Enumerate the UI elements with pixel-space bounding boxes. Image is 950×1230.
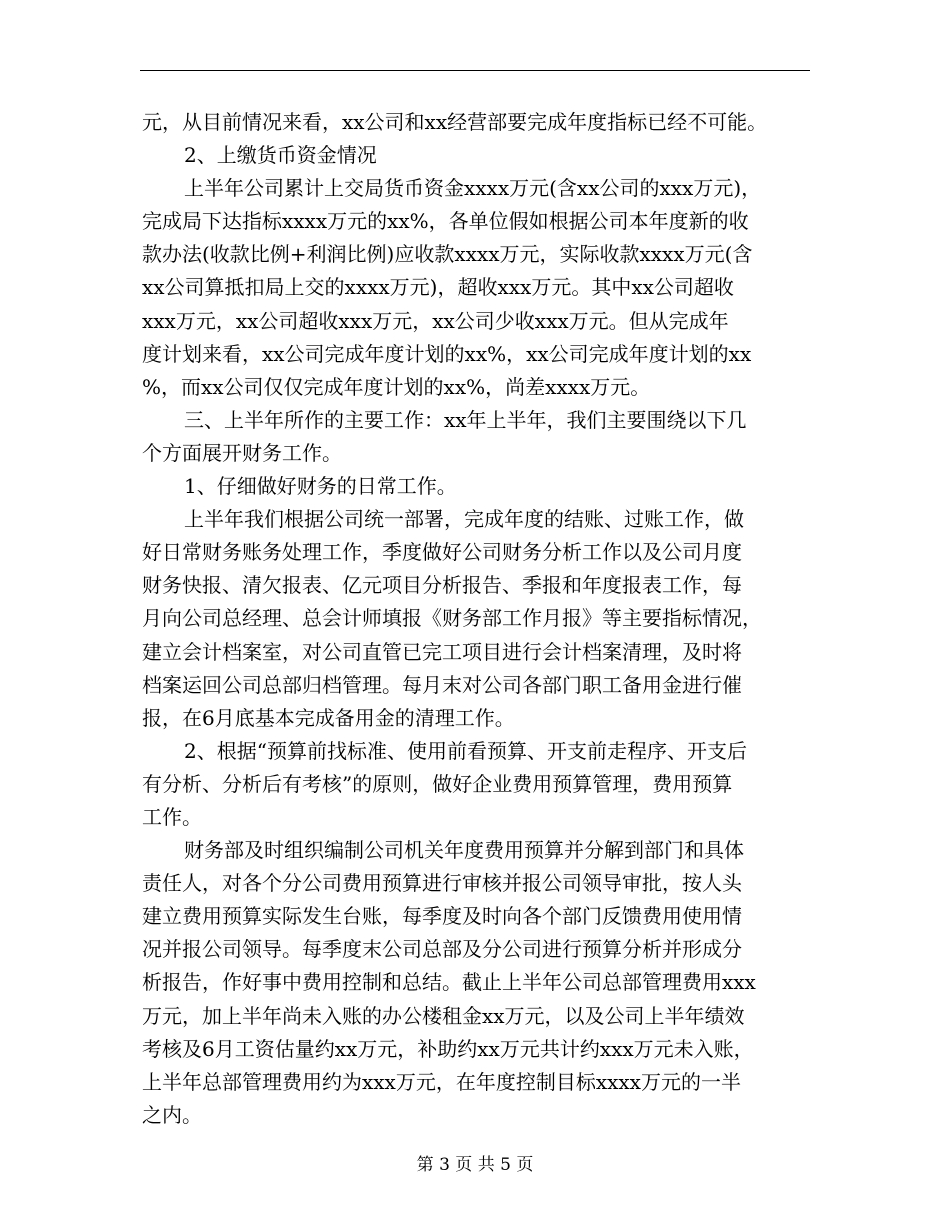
- text-line: 月向公司总经理、总会计师填报《财务部工作月报》等主要指标情况，: [142, 606, 762, 631]
- text-line: 2、上缴货币资金情况: [184, 143, 377, 168]
- text-line: 责任人，对各个分公司费用预算进行审核并报公司领导审批，按人头: [142, 871, 742, 896]
- text-line: xxx万元，xx公司超收xxx万元，xx公司少收xxx万元。但从完成年: [142, 308, 729, 333]
- text-line: 2、根据“预算前找标准、使用前看预算、开支前走程序、开支后: [184, 738, 747, 763]
- text-line: 析报告，作好事中费用控制和总结。截止上半年公司总部管理费用xxx: [142, 970, 756, 995]
- header-rule: [140, 70, 810, 71]
- text-line: 上半年我们根据公司统一部署，完成年度的结账、过账工作，做: [184, 507, 744, 532]
- text-line: 报，在6月底基本完成备用金的清理工作。: [142, 705, 515, 730]
- text-line: 上半年公司累计上交局货币资金xxxx万元(含xx公司的xxx万元)，: [184, 176, 762, 201]
- text-line: 财务部及时组织编制公司机关年度费用预算并分解到部门和具体: [184, 838, 744, 863]
- text-line: 1、仔细做好财务的日常工作。: [184, 474, 457, 499]
- text-line: 档案运回公司总部归档管理。每月末对公司各部门职工备用金进行催: [142, 672, 742, 697]
- text-line: %，而xx公司仅仅完成年度计划的xx%，尚差xxxx万元。: [142, 374, 651, 399]
- text-line: 好日常财务账务处理工作，季度做好公司财务分析工作以及公司月度: [142, 540, 742, 565]
- text-line: 上半年总部管理费用约为xxx万元，在年度控制目标xxxx万元的一半: [142, 1069, 741, 1094]
- document-body: [142, 106, 812, 1132]
- text-line: 度计划来看，xx公司完成年度计划的xx%，xx公司完成年度计划的xx: [142, 341, 752, 366]
- text-line: 建立费用预算实际发生台账，每季度及时向各个部门反馈费用使用情: [142, 904, 742, 929]
- text-line: 万元，加上半年尚未入账的办公楼租金xx万元，以及公司上半年绩效: [142, 1003, 745, 1028]
- text-line: 考核及6月工资估量约xx万元，补助约xx万元共计约xxx万元未入账，: [142, 1036, 754, 1061]
- text-line: 完成局下达指标xxxx万元的xx%，各单位假如根据公司本年度新的收: [142, 209, 749, 234]
- text-line: 个方面展开财务工作。: [142, 440, 342, 465]
- text-line: 有分析、分析后有考核”的原则，做好企业费用预算管理，费用预算: [142, 771, 733, 796]
- text-line: 元，从目前情况来看，xx公司和xx经营部要完成年度指标已经不可能。: [142, 110, 768, 134]
- text-line: 况并报公司领导。每季度末公司总部及分公司进行预算分析并形成分: [142, 937, 742, 962]
- page-number-footer: 第 3 页 共 5 页: [416, 1155, 534, 1175]
- text-line: 款办法(收款比例+利润比例)应收款xxxx万元，实际收款xxxx万元(含: [142, 242, 753, 267]
- text-line: 三、上半年所作的主要工作：xx年上半年，我们主要围绕以下几: [184, 407, 747, 432]
- text-line: 之内。: [142, 1102, 202, 1127]
- text-line: xx公司算抵扣局上交的xxxx万元)，超收xxx万元。其中xx公司超收: [142, 275, 734, 300]
- text-line: 建立会计档案室，对公司直管已完工项目进行会计档案清理，及时将: [142, 639, 742, 664]
- text-line: 工作。: [142, 804, 202, 829]
- text-line: 财务快报、清欠报表、亿元项目分析报告、季报和年度报表工作，每: [142, 573, 742, 598]
